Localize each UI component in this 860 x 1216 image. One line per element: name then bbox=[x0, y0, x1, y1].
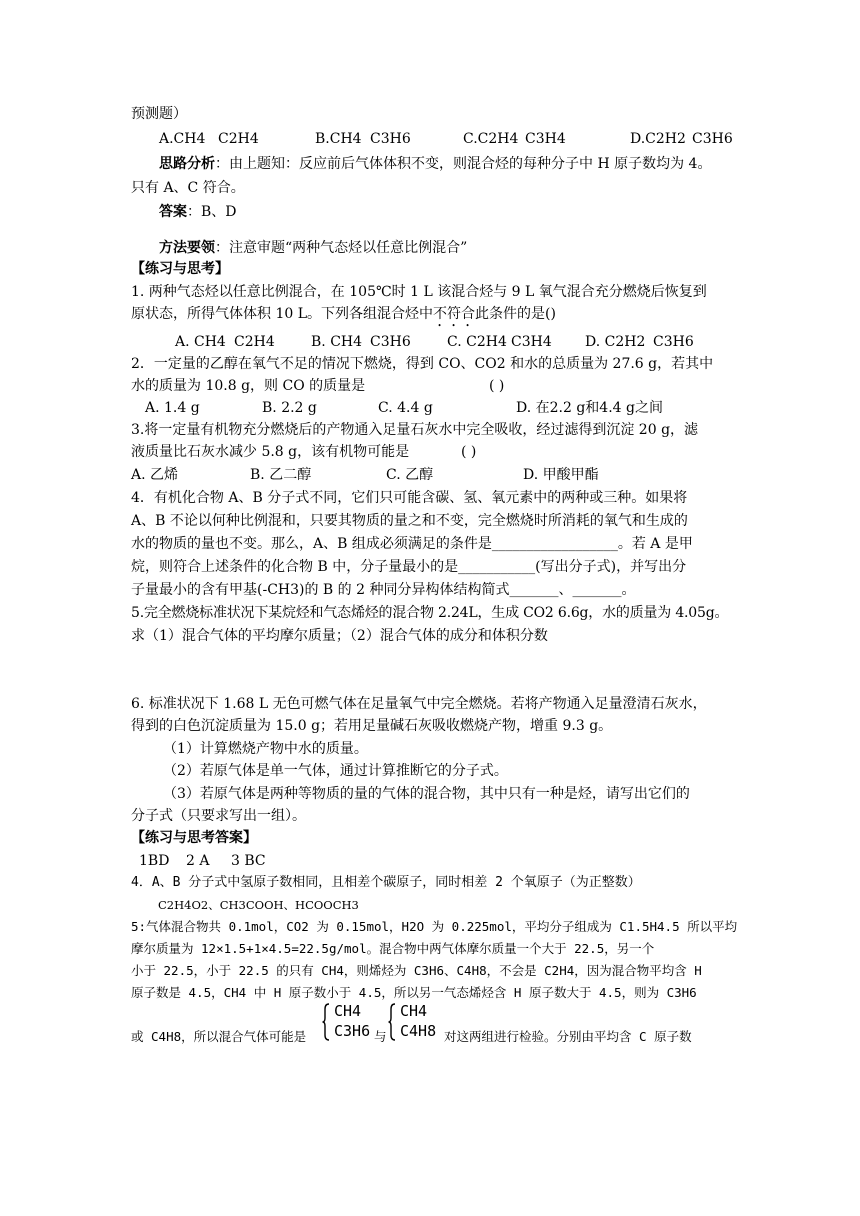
question-6-sub-1: （1）计算燃烧产物中水的质量。 bbox=[163, 741, 368, 757]
q3-text: 液质量比石灰水减少 5.8 g，该有机物可能是 bbox=[131, 444, 410, 460]
answer-line bbox=[159, 201, 237, 223]
answer-5-line-2: 摩尔质量为 12×1.5+1×4.5=22.5g/mol。混合物中两气体摩尔质量一个大于 22.5，另一个 bbox=[131, 941, 655, 956]
question-5-line: 5.完全燃烧标准状况下某烷烃和气态烯烃的混合物 2.24L，生成 CO2 6.6g，水的质量为 4.05g。 bbox=[131, 605, 729, 621]
question-2-line: 2．一定量的乙醇在氧气不足的情况下燃烧，得到 CO、CO2 和水的总质量为 27.6 g，若其中 bbox=[131, 356, 714, 372]
option-d: D.C2H2 bbox=[630, 131, 686, 147]
q1-option-b-2: C3H6 bbox=[370, 334, 411, 350]
answer-3: 3 BC bbox=[231, 853, 266, 869]
option-b: B.CH4 bbox=[315, 131, 362, 147]
answer-5-text-a: 或 C4H8，所以混合气体可能是 bbox=[131, 1029, 307, 1044]
question-4-line-5: 子量最小的含有甲基(-CH3)的 B 的 2 种同分异构体结构简式_______、_______。 bbox=[131, 582, 636, 598]
q3-option-d: D. 甲酸甲酯 bbox=[523, 467, 599, 483]
analysis-text: ：由上题知：反应前后气体体积不变，则混合烃的每种分子中 H 原子数均为 4。 bbox=[215, 156, 712, 172]
group-2-formula-1: CH4 bbox=[400, 1002, 428, 1020]
group-1-formula-1: CH4 bbox=[334, 1002, 362, 1020]
option-a-2: C2H4 bbox=[218, 131, 259, 147]
section-heading-answers: 【练习与思考答案】 bbox=[131, 830, 257, 846]
question-4-line: 4．有机化合物 A、B 分子式不同，它们只可能含碳、氢、氧元素中的两种或三种。如果将 bbox=[131, 490, 688, 506]
text-line: 预测题） bbox=[131, 106, 187, 122]
analysis-label: 思路分析 bbox=[159, 156, 215, 172]
q1-option-d-2: C3H6 bbox=[653, 334, 694, 350]
question-4-line-4: 烷，则符合上述条件的化合物 B 中，分子量最小的是___________(写出分子式)，并写出分 bbox=[131, 559, 687, 575]
answer-5-text-b: 对这两组进行检验。分别由平均含 C 原子数 bbox=[444, 1029, 692, 1044]
brace-2-icon bbox=[388, 1003, 396, 1041]
question-3-line: 3.将一定量有机物充分燃烧后的产物通入足量石灰水中完全吸收，经过滤得到沉淀 20 g，滤 bbox=[131, 422, 699, 438]
q3-paren: ( ) bbox=[461, 444, 477, 460]
question-6-sub-3-cont: 分子式（只要求写出一组）。 bbox=[131, 808, 306, 824]
answer-4-formulas: C2H4O2、CH3COOH、HCOOCH3 bbox=[158, 898, 359, 912]
group-2-formula-2: C4H8 bbox=[400, 1022, 437, 1040]
question-4-line-3: 水的物质的量也不变。那么，A、B 组成必须满足的条件是__________________。若 A 是甲 bbox=[131, 536, 693, 552]
option-c-2: C3H4 bbox=[525, 131, 566, 147]
question-1-line: 1. 两种气态烃以任意比例混合，在 105℃时 1 L 该混合烃与 9 L 氧气混合充分燃烧后恢复到 bbox=[131, 284, 707, 300]
option-b-2: C3H6 bbox=[370, 131, 411, 147]
q3-option-b: B. 乙二醇 bbox=[250, 467, 312, 483]
analysis-line bbox=[159, 153, 711, 175]
option-a: A.CH4 bbox=[159, 131, 206, 147]
text-line: 只有 A、C 符合。 bbox=[131, 180, 245, 196]
q2-option-a: A. 1.4 g bbox=[145, 400, 200, 416]
q1-emphasis: 不符合 bbox=[433, 306, 476, 322]
answer-5-line: 5:气体混合物共 0.1mol，CO2 为 0.15mol，H2O 为 0.225mol，平均分子组成为 C1.5H4.5 所以平均 bbox=[131, 919, 738, 934]
q2-text: 水的质量为 10.8 g，则 CO 的质量是 bbox=[131, 378, 366, 394]
q1-text-a: 原状态，所得气体体积 10 L。下列各组混合烃中 bbox=[131, 306, 434, 322]
option-c: C.C2H4 bbox=[463, 131, 519, 147]
question-6-line: 6. 标准状况下 1.68 L 无色可燃气体在足量氧气中完全燃烧。若将产物通入足量澄清石灰水， bbox=[131, 696, 707, 712]
answer-1: 1BD bbox=[139, 853, 170, 869]
q1-option-c: C. C2H4 bbox=[447, 334, 507, 350]
question-6-sub-2: （2）若原气体是单一气体，通过计算推断它的分子式。 bbox=[163, 763, 508, 779]
option-d-2: C3H6 bbox=[692, 131, 733, 147]
q1-option-a: A. CH4 bbox=[175, 334, 226, 350]
question-4-line-2: A、B 不论以何种比例混和，只要其物质的量之和不变，完全燃烧时所消耗的氧气和生成的 bbox=[131, 513, 688, 529]
question-6-line-2: 得到的白色沉淀质量为 15.0 g；若用足量碱石灰吸收燃烧产物，增重 9.3 g。 bbox=[131, 718, 613, 734]
question-1-line-2 bbox=[131, 303, 556, 330]
section-heading-practice: 【练习与思考】 bbox=[131, 261, 229, 277]
question-5-line-2: 求（1）混合气体的平均摩尔质量；（2）混合气体的成分和体积分数 bbox=[131, 628, 548, 644]
q1-option-d: D. C2H2 bbox=[585, 334, 646, 350]
answer-5-line-4: 原子数是 4.5，CH4 中 H 原子数小于 4.5，所以另一气态烯烃含 H 原子数大于 4.5，则为 C3H6 bbox=[131, 985, 697, 1000]
answer-5-line-3: 小于 22.5，小于 22.5 的只有 CH4，则烯烃为 C3H6、C4H8，不会是 C2H4，因为混合物平均含 H bbox=[131, 963, 702, 978]
q2-option-b: B. 2.2 g bbox=[262, 400, 317, 416]
answer-4-line: 4．A、B 分子式中氢原子数相同，且相差个碳原子，同时相差 2 个氧原子（为正整数） bbox=[131, 875, 641, 890]
answer-5-text-mid: 与 bbox=[374, 1029, 387, 1044]
q2-option-c: C. 4.4 g bbox=[378, 400, 433, 416]
q3-option-a: A. 乙烯 bbox=[131, 467, 179, 483]
question-6-sub-3: （3）若原气体是两种等物质的量的气体的混合物，其中只有一种是烃，请写出它们的 bbox=[163, 786, 690, 802]
q2-paren: ( ) bbox=[489, 378, 505, 394]
q1-option-c-2: C3H4 bbox=[511, 334, 552, 350]
answer-2: 2 A bbox=[186, 853, 210, 869]
q1-text-b: 此条件的是() bbox=[475, 306, 556, 322]
q3-option-c: C. 乙醇 bbox=[386, 467, 434, 483]
answer-label: 答案 bbox=[159, 204, 187, 220]
q2-option-d: D. 在2.2 g和4.4 g之间 bbox=[516, 400, 663, 416]
answer-text: ：B、D bbox=[187, 204, 237, 220]
question-3-line-2 bbox=[131, 441, 477, 463]
question-2-line-2 bbox=[131, 375, 505, 397]
method-text: ：注意审题“两种气态烃以任意比例混合” bbox=[215, 240, 468, 256]
q1-option-a-2: C2H4 bbox=[234, 334, 275, 350]
group-1-formula-2: C3H6 bbox=[334, 1022, 371, 1040]
brace-1-icon bbox=[322, 1003, 330, 1041]
method-label: 方法要领 bbox=[159, 240, 215, 256]
method-line bbox=[159, 237, 467, 259]
q1-option-b: B. CH4 bbox=[311, 334, 363, 350]
